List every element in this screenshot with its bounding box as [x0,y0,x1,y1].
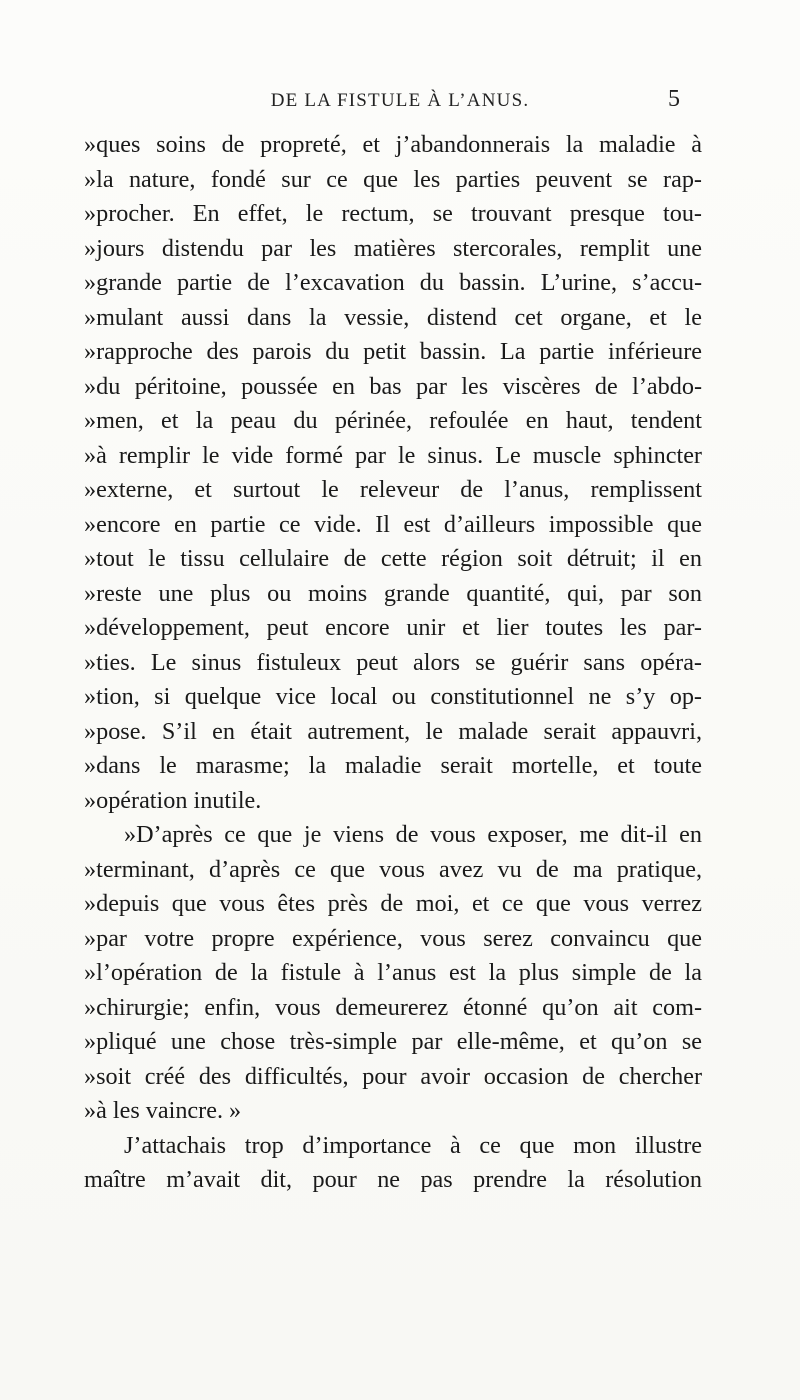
text-line: »la nature, fondé sur ce que les parties peuvent se rap- [84,165,702,193]
text-line: »ties. Le sinus fistuleux peut alors se guérir sans opéra- [84,648,702,676]
text-line: »reste une plus ou moins grande quantité, qui, par son [84,579,702,607]
text-line: »développement, peut encore unir et lier toutes les par- [84,614,702,641]
text-line: J’attachais trop d’importance à ce que mon illustre [124,1131,702,1159]
text-line: »grande partie de l’excavation du bassin. L’urine, s’accu- [84,269,702,296]
text-line: »mulant aussi dans la vessie, distend cet organe, et le [84,303,702,331]
body-text [84,128,702,1198]
text-line: »tion, si quelque vice local ou constitutionnel ne s’y op- [84,683,702,710]
text-line: »tout le tissu cellulaire de cette région soit détruit; il en [84,545,702,572]
text-line: »du péritoine, poussée en bas par les viscères de l’abdo- [84,372,702,400]
text-line: »opération inutile. [84,786,262,814]
text-line: »encore en partie ce vide. Il est d’ailleurs impossible que [84,510,702,538]
text-line: »pose. S’il en était autrement, le malade serait appauvri, [84,717,702,745]
text-line: »procher. En effet, le rectum, se trouvant presque tou- [84,200,702,227]
running-title: DE LA FISTULE À L’ANUS. [270,90,530,111]
text-line: »ques soins de propreté, et j’abandonnerais la maladie à [84,131,702,158]
text-line: »à remplir le vide formé par le sinus. Le muscle sphincter [84,441,702,469]
text-line: »D’après ce que je viens de vous exposer, me dit-il en [124,821,702,848]
page-number: 5 [668,86,680,112]
text-line: »à les vaincre. » [84,1097,242,1124]
text-line: »men, et la peau du périnée, refoulée en haut, tendent [84,407,702,434]
text-line: »dans le marasme; la maladie serait mortelle, et toute [84,752,702,779]
text-line: »externe, et surtout le releveur de l’anus, remplissent [84,476,702,503]
text-line: »soit créé des difficultés, pour avoir occasion de chercher [84,1062,702,1090]
text-line: »l’opération de la fistule à l’anus est la plus simple de la [84,959,702,986]
page-header [0,86,800,114]
text-line: »terminant, d’après ce que vous avez vu de ma pratique, [84,855,702,883]
text-line: maître m’avait dit, pour ne pas prendre la résolution [84,1166,702,1193]
text-line: »pliqué une chose très-simple par elle-même, et qu’on se [84,1028,702,1055]
text-line: »rapproche des parois du petit bassin. La partie inférieure [84,338,702,365]
text-line: »depuis que vous êtes près de moi, et ce que vous verrez [84,890,702,917]
text-line: »jours distendu par les matières stercorales, remplit une [84,234,702,262]
text-line: »par votre propre expérience, vous serez convaincu que [84,924,702,952]
text-line: »chirurgie; enfin, vous demeurerez étonné qu’on ait com- [84,993,702,1021]
